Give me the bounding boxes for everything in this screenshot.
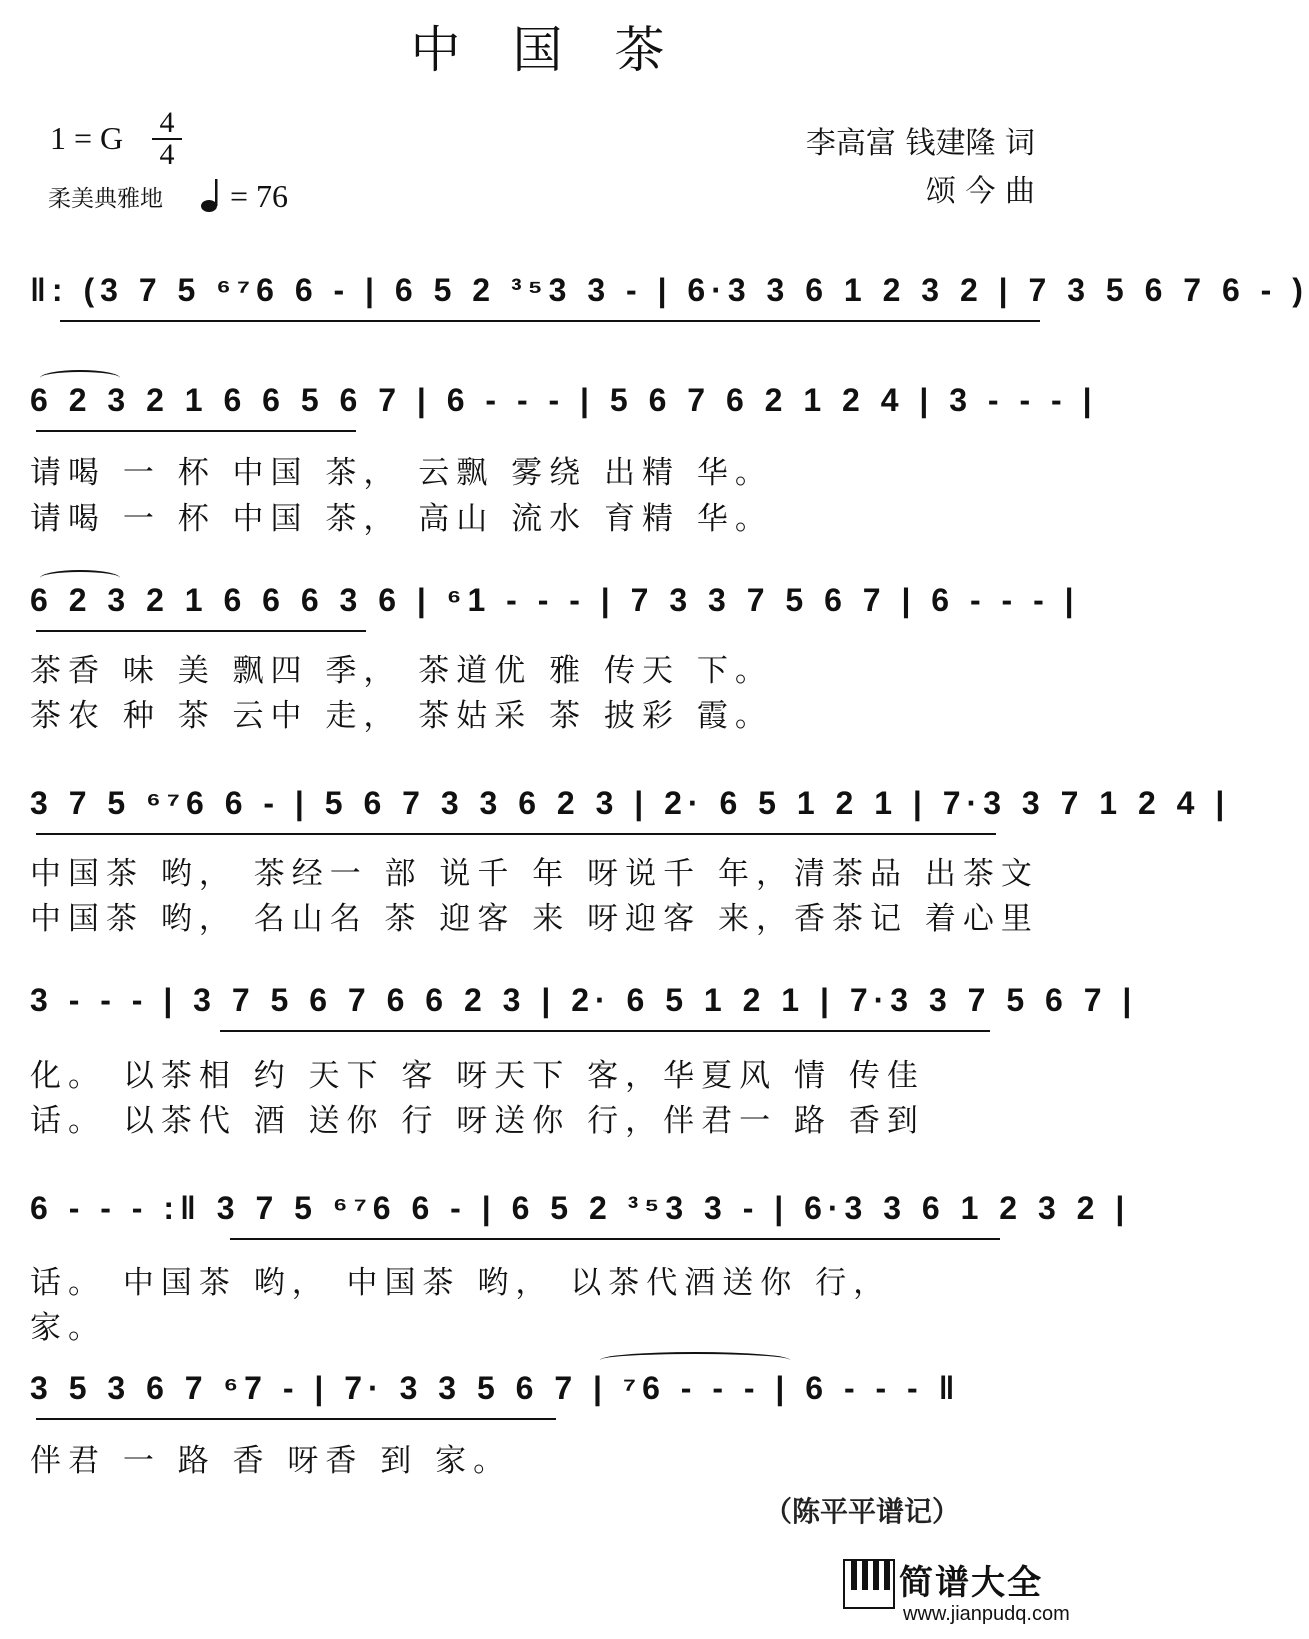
music-staff-2 [0,372,1098,432]
lyric-line: 茶香 味 美 飘四 季， 茶道优 雅 传天 下。 [30,653,773,689]
watermark-name: 简谱大全 [899,1563,1043,1603]
notation-line: 6 - - - :‖ 3 7 5 ⁶⁷6 6 - | 6 5 2 ³⁵3 3 - | 6·3 3 6 1 2 3 2 | [30,1190,1131,1226]
lyric-line: 伴君 一 路 香 呀香 到 家。 [30,1443,512,1479]
underline-beam [36,833,996,835]
music-staff-3 [0,572,1080,632]
lyric-line: 家。 [30,1310,106,1346]
notation-line: 3 5 3 6 7 ⁶7 - | 7· 3 3 5 6 7 | ⁷6 - - - | 6 - - - ‖ [30,1370,961,1406]
watermark-url: www.jianpudq.com [903,1603,1070,1625]
tie-mark [600,1352,790,1368]
time-signature-top: 4 [159,106,175,139]
underline-beam [60,320,1040,322]
music-staff-6 [0,1180,1131,1240]
composer-credit: 颂 今 曲 [925,174,1035,209]
lyricist-credit: 李高富 钱建隆 词 [805,126,1035,161]
notation-line: 3 7 5 ⁶⁷6 6 - | 5 6 7 3 3 6 2 3 | 2· 6 5 1 2 1 | 7·3 3 7 1 2 4 | [30,785,1231,821]
lyric-line: 茶农 种 茶 云中 走， 茶姑采 茶 披彩 霞。 [30,698,773,734]
music-staff-1 [0,262,1309,322]
time-signature [152,106,182,171]
expression-mark: 柔美典雅地 [48,186,163,212]
tempo-mark [200,178,288,215]
slur-mark [40,570,120,586]
tempo-value: = 76 [230,178,289,214]
time-signature-bottom: 4 [159,138,175,171]
notation-line: 6 2 3 2 1 6 6 6 3 6 | ⁶1 - - - | 7 3 3 7 5 6 7 | 6 - - - | [30,582,1080,618]
piano-keys-icon [843,1559,895,1609]
transcriber-credit: （陈平平谱记） [764,1495,961,1528]
quarter-note-icon [200,179,222,213]
lyric-line: 话。 中国茶 哟， 中国茶 哟， 以茶代酒送你 行， [30,1265,892,1301]
key-signature: 1 = G [50,120,124,156]
lyric-line: 中国茶 哟， 茶经一 部 说千 年 呀说千 年，清茶品 出茶文 [30,856,1039,892]
notation-line: ‖: (3 7 5 ⁶⁷6 6 - | 6 5 2 ³⁵3 3 - | 6·3 3 6 1 2 3 2 | 7 3 5 6 7 6 - ) [30,272,1309,308]
underline-beam [36,430,356,432]
music-staff-7 [0,1360,1075,1420]
lyric-line: 中国茶 哟， 名山名 茶 迎客 来 呀迎客 来，香茶记 着心里 [30,901,1039,937]
lyric-line: 话。 以茶代 酒 送你 行 呀送你 行，伴君一 路 香到 [30,1103,925,1139]
page-title: 中国茶 [410,21,717,79]
underline-beam [230,1238,1000,1240]
slur-mark [40,370,120,386]
watermark [839,1553,1069,1633]
notation-line: 3 - - - | 3 7 5 6 7 6 6 2 3 | 2· 6 5 1 2 1 | 7·3 3 7 5 6 7 | [30,982,1138,1018]
underline-beam [36,1418,556,1420]
underline-beam [220,1030,990,1032]
lyric-line: 请喝 一 杯 中国 茶， 高山 流水 育精 华。 [30,501,773,537]
lyric-line: 请喝 一 杯 中国 茶， 云飘 雾绕 出精 华。 [30,455,773,491]
notation-line: 6 2 3 2 1 6 6 5 6 7 | 6 - - - | 5 6 7 6 2 1 2 4 | 3 - - - | [30,382,1098,418]
music-staff-4 [0,775,1231,835]
music-staff-5 [0,972,1138,1032]
underline-beam [36,630,366,632]
lyric-line: 化。 以茶相 约 天下 客 呀天下 客，华夏风 情 传佳 [30,1058,925,1094]
